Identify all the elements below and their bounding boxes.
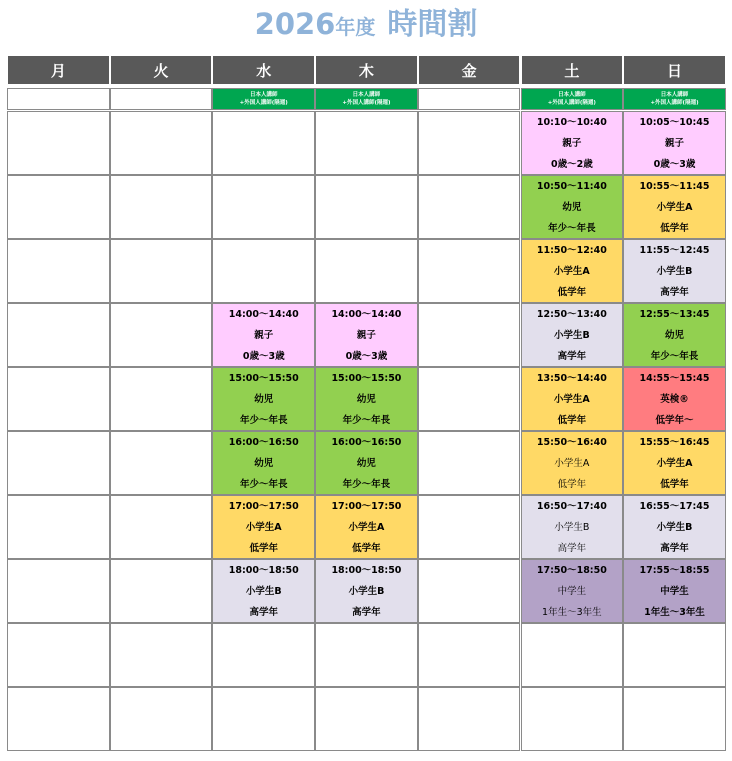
class-level: 高学年 [557, 351, 587, 362]
empty-slot [7, 559, 110, 623]
class-time: 16:50〜17:40 [536, 501, 607, 512]
teacher-note-line: +外国人講師(隔週) [650, 100, 699, 106]
empty-slot [418, 303, 521, 367]
empty-slot [418, 239, 521, 303]
empty-slot [315, 687, 418, 751]
empty-slot [110, 623, 213, 687]
class-level: 低学年 [557, 415, 587, 426]
class-level: 年少〜年長 [342, 479, 391, 490]
empty-slot [521, 687, 624, 751]
teacher-note [315, 88, 418, 110]
class-name: 幼児 [562, 202, 582, 213]
empty-slot [110, 495, 213, 559]
teacher-note-line: +外国人講師(隔週) [239, 100, 288, 106]
empty-slot [7, 239, 110, 303]
class-name: 親子 [665, 138, 685, 149]
subheader-cell [7, 88, 110, 110]
empty-slot [110, 431, 213, 495]
empty-slot [315, 111, 418, 175]
class-time: 15:55〜16:45 [639, 437, 710, 448]
teacher-note-line: 日本人講師 [249, 92, 278, 98]
class-level: 低学年 [249, 543, 278, 554]
class-time: 16:00〜16:50 [228, 437, 299, 448]
class-level: 年少〜年長 [548, 223, 596, 234]
class-name: 幼児 [665, 330, 685, 341]
class-name: 小学生B [553, 330, 590, 341]
class-slot [315, 495, 418, 559]
class-slot [315, 367, 418, 431]
empty-slot [521, 623, 624, 687]
empty-slot [7, 367, 110, 431]
empty-slot [7, 431, 110, 495]
class-name: 中学生 [660, 586, 689, 597]
empty-slot [315, 175, 418, 239]
day-header: 土 [521, 55, 624, 85]
class-time: 12:50〜13:40 [536, 309, 607, 320]
class-level: 低学年 [660, 479, 689, 490]
empty-slot [110, 303, 213, 367]
class-time: 18:00〜18:50 [331, 565, 402, 576]
class-slot [521, 367, 624, 431]
class-name: 英検® [660, 394, 689, 405]
class-name: 幼児 [254, 394, 274, 405]
class-slot [212, 559, 315, 623]
class-time: 17:00〜17:50 [228, 501, 299, 512]
empty-slot [110, 559, 213, 623]
empty-slot [418, 687, 521, 751]
empty-slot [110, 239, 213, 303]
teacher-note-line: +外国人講師(隔週) [342, 100, 391, 106]
class-slot [315, 559, 418, 623]
class-time: 15:50〜16:40 [536, 437, 607, 448]
class-name: 小学生B [554, 522, 590, 533]
empty-slot [110, 687, 213, 751]
empty-slot [623, 687, 726, 751]
empty-slot [7, 495, 110, 559]
class-slot [315, 303, 418, 367]
day-header: 月 [7, 55, 110, 85]
class-name: 小学生A [554, 458, 590, 469]
class-slot [521, 239, 624, 303]
class-time: 11:55〜12:45 [639, 245, 710, 256]
class-level: 1年生〜3年生 [644, 607, 705, 618]
class-name: 小学生A [656, 202, 693, 213]
teacher-note [623, 88, 726, 110]
day-header: 日 [623, 55, 726, 85]
class-name: 小学生B [245, 586, 282, 597]
class-name: 小学生A [348, 522, 385, 533]
empty-slot [212, 111, 315, 175]
class-level: 高学年 [352, 607, 381, 618]
empty-slot [418, 559, 521, 623]
page-title [0, 4, 732, 44]
class-slot [623, 303, 726, 367]
class-slot [521, 495, 624, 559]
class-level: 高学年 [249, 607, 278, 618]
empty-slot [212, 175, 315, 239]
class-name: 小学生A [245, 522, 282, 533]
class-slot [521, 175, 624, 239]
class-slot [623, 111, 726, 175]
empty-slot [110, 175, 213, 239]
teacher-note-line: 日本人講師 [352, 92, 381, 98]
class-name: 幼児 [356, 458, 376, 469]
empty-slot [7, 303, 110, 367]
class-name: 小学生B [656, 522, 693, 533]
class-level: 年少〜年長 [650, 351, 699, 362]
day-header: 木 [315, 55, 418, 85]
class-level: 年少〜年長 [342, 415, 391, 426]
class-name: 親子 [254, 330, 274, 341]
class-slot [623, 495, 726, 559]
empty-slot [7, 623, 110, 687]
class-slot [521, 431, 624, 495]
empty-slot [212, 687, 315, 751]
class-level: 低学年〜 [655, 415, 694, 426]
empty-slot [110, 111, 213, 175]
class-name: 親子 [356, 330, 376, 341]
class-slot [623, 239, 726, 303]
teacher-note-line: 日本人講師 [558, 92, 586, 98]
class-time: 10:50〜11:40 [536, 181, 607, 192]
class-name: 小学生B [348, 586, 385, 597]
class-level: 低学年 [557, 287, 587, 298]
class-time: 16:55〜17:45 [639, 501, 710, 512]
class-time: 14:00〜14:40 [331, 309, 402, 320]
class-level: 低学年 [660, 223, 689, 234]
class-slot [212, 367, 315, 431]
teacher-note [521, 88, 624, 110]
empty-slot [110, 367, 213, 431]
class-time: 14:00〜14:40 [228, 309, 299, 320]
class-time: 15:00〜15:50 [331, 373, 402, 384]
teacher-note-line: +外国人講師(隔週) [547, 100, 596, 106]
empty-slot [418, 431, 521, 495]
empty-slot [418, 175, 521, 239]
class-time: 10:55〜11:45 [639, 181, 710, 192]
empty-slot [212, 239, 315, 303]
empty-slot [7, 111, 110, 175]
day-header: 水 [212, 55, 315, 85]
class-level: 1年生〜3年生 [542, 607, 602, 618]
empty-slot [7, 175, 110, 239]
subheader-cell [110, 88, 213, 110]
class-name: 小学生A [656, 458, 693, 469]
title-nendo: 年度 [335, 15, 376, 39]
day-header: 火 [110, 55, 213, 85]
class-time: 11:50〜12:40 [536, 245, 607, 256]
class-level: 0歳〜3歳 [653, 159, 696, 170]
class-slot [521, 559, 624, 623]
empty-slot [418, 495, 521, 559]
class-level: 年少〜年長 [239, 415, 288, 426]
class-name: 幼児 [356, 394, 376, 405]
class-time: 14:55〜15:45 [639, 373, 710, 384]
subheader-cell [418, 88, 521, 110]
empty-slot [418, 367, 521, 431]
class-slot [212, 495, 315, 559]
class-level: 年少〜年長 [239, 479, 288, 490]
class-level: 高学年 [557, 543, 587, 554]
teacher-note-line: 日本人講師 [660, 92, 689, 98]
class-slot [521, 303, 624, 367]
class-name: 小学生A [553, 266, 590, 277]
empty-slot [418, 623, 521, 687]
class-slot [212, 431, 315, 495]
class-slot [315, 431, 418, 495]
class-time: 17:55〜18:55 [639, 565, 710, 576]
class-name: 中学生 [557, 586, 587, 597]
empty-slot [212, 623, 315, 687]
class-name: 小学生B [656, 266, 693, 277]
title-main: 時間割 [387, 7, 478, 42]
class-name: 親子 [562, 138, 582, 149]
class-time: 17:50〜18:50 [536, 565, 607, 576]
class-slot [623, 559, 726, 623]
class-slot [212, 303, 315, 367]
class-time: 16:00〜16:50 [331, 437, 402, 448]
class-time: 10:05〜10:45 [639, 117, 710, 128]
class-name: 小学生A [553, 394, 590, 405]
class-level: 低学年 [352, 543, 381, 554]
teacher-note [212, 88, 315, 110]
empty-slot [623, 623, 726, 687]
empty-slot [315, 623, 418, 687]
empty-slot [315, 239, 418, 303]
title-year: 2026 [254, 7, 336, 41]
class-slot [623, 431, 726, 495]
class-time: 10:10〜10:40 [536, 117, 607, 128]
class-time: 15:00〜15:50 [228, 373, 299, 384]
class-level: 高学年 [660, 287, 689, 298]
empty-slot [7, 687, 110, 751]
class-time: 18:00〜18:50 [228, 565, 299, 576]
class-slot [521, 111, 624, 175]
class-level: 0歳〜2歳 [550, 159, 593, 170]
day-header: 金 [418, 55, 521, 85]
class-time: 17:00〜17:50 [331, 501, 402, 512]
class-level: 高学年 [660, 543, 689, 554]
class-time: 12:55〜13:45 [639, 309, 710, 320]
class-level: 0歳〜3歳 [242, 351, 285, 362]
class-level: 低学年 [557, 479, 587, 490]
empty-slot [418, 111, 521, 175]
class-name: 幼児 [254, 458, 274, 469]
class-slot [623, 367, 726, 431]
class-level: 0歳〜3歳 [345, 351, 388, 362]
class-time: 13:50〜14:40 [536, 373, 607, 384]
class-slot [623, 175, 726, 239]
